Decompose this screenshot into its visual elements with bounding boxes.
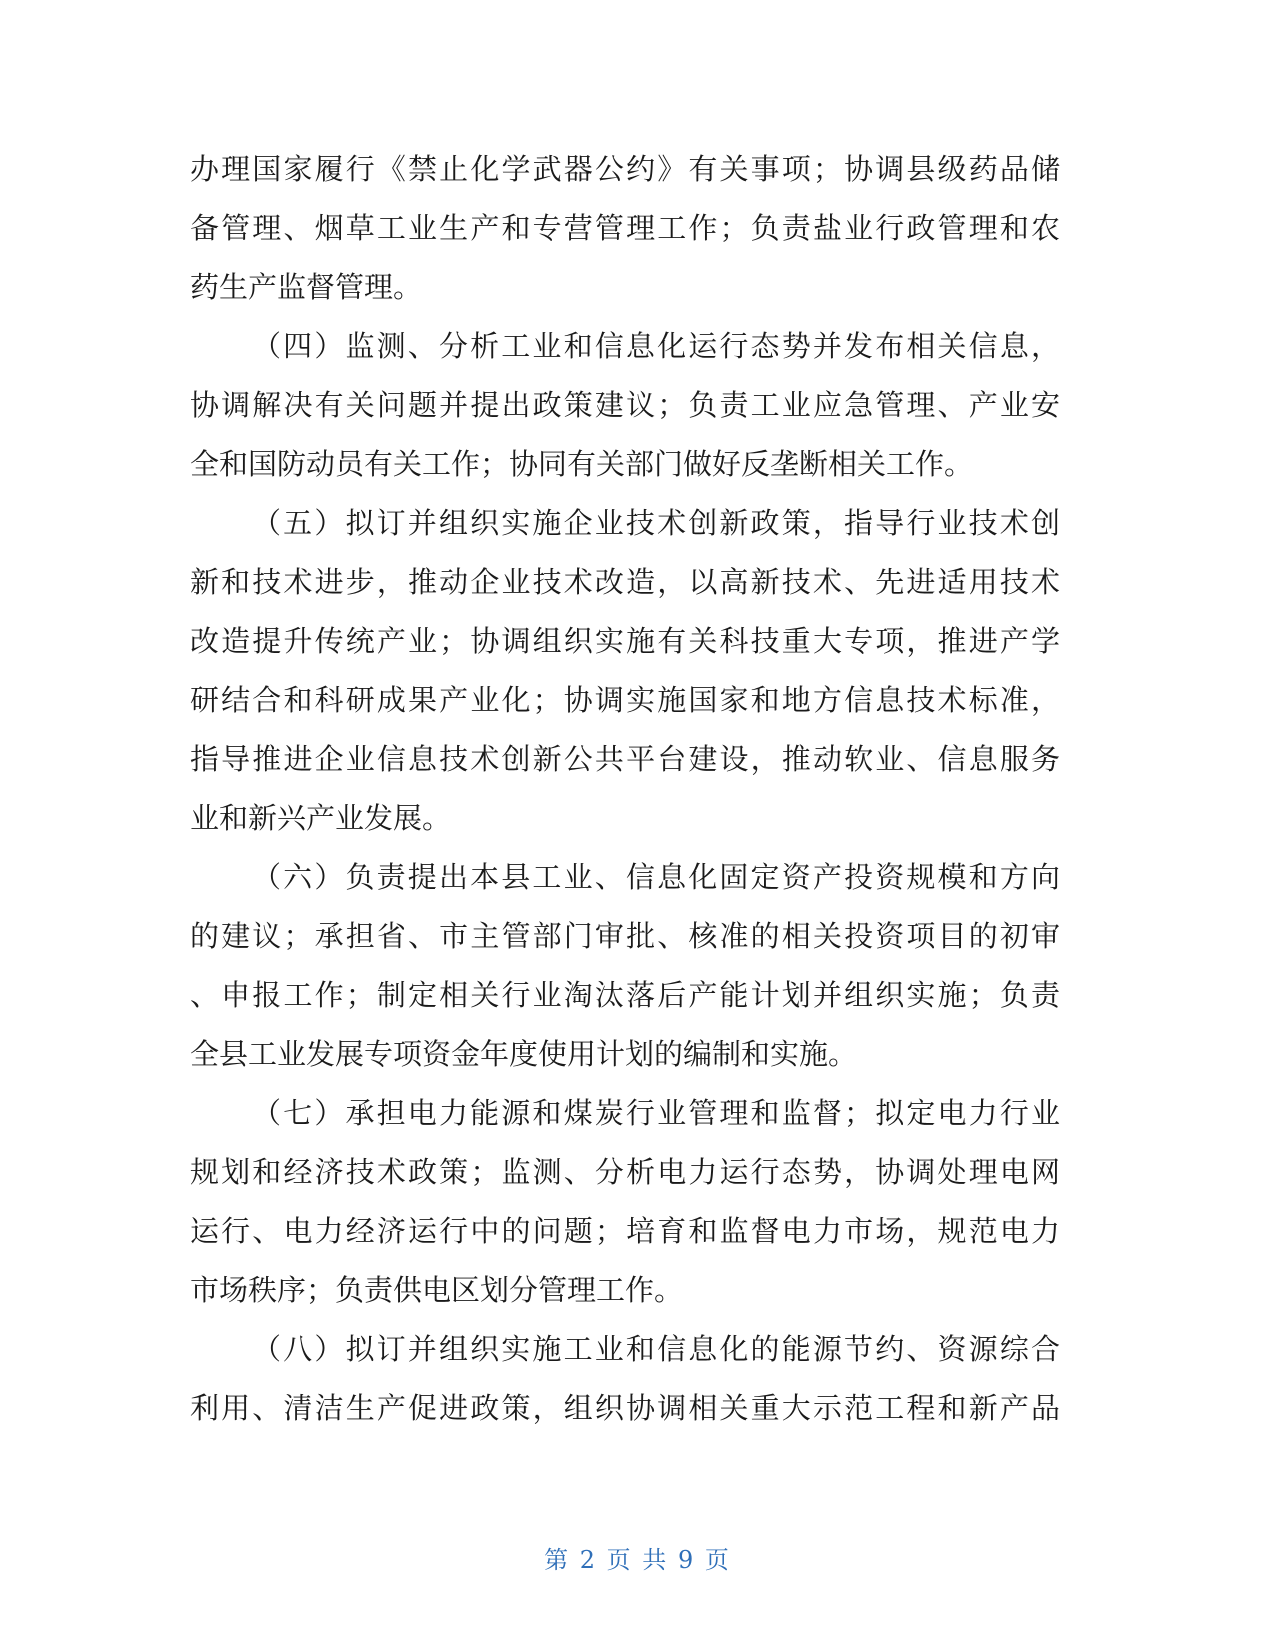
text-line: （五）拟订并组织实施企业技术创新政策，指导行业技术创 xyxy=(252,506,1060,540)
text-line: （八）拟订并组织实施工业和信息化的能源节约、资源综合 xyxy=(252,1332,1060,1366)
text-line: （四）监测、分析工业和信息化运行态势并发布相关信息， xyxy=(252,329,1060,363)
document-body xyxy=(190,140,1060,1438)
text-line: 规划和经济技术政策；监测、分析电力运行态势，协调处理电网 xyxy=(190,1155,1060,1189)
page-number-footer: 第 2 页 共 9 页 xyxy=(544,1546,731,1574)
text-line: 运行、电力经济运行中的问题；培育和监督电力市场，规范电力 xyxy=(190,1214,1060,1248)
text-line: 利用、清洁生产促进政策，组织协调相关重大示范工程和新产品 xyxy=(190,1391,1060,1425)
text-line: 全和国防动员有关工作；协同有关部门做好反垄断相关工作。 xyxy=(190,447,974,481)
text-line: 办理国家履行《禁止化学武器公约》有关事项；协调县级药品储 xyxy=(190,152,1060,186)
text-line: （七）承担电力能源和煤炭行业管理和监督；拟定电力行业 xyxy=(252,1096,1060,1130)
text-line: 药生产监督管理。 xyxy=(190,270,423,304)
text-line: （六）负责提出本县工业、信息化固定资产投资规模和方向 xyxy=(252,860,1060,894)
text-line: 备管理、烟草工业生产和专营管理工作；负责盐业行政管理和农 xyxy=(190,211,1060,245)
text-line: 协调解决有关问题并提出政策建议；负责工业应急管理、产业安 xyxy=(190,388,1060,422)
text-line: 业和新兴产业发展。 xyxy=(190,801,452,835)
text-line: 研结合和科研成果产业化；协调实施国家和地方信息技术标准， xyxy=(190,683,1060,717)
text-line: 改造提升传统产业；协调组织实施有关科技重大专项，推进产学 xyxy=(190,624,1060,658)
text-line: 的建议；承担省、市主管部门审批、核准的相关投资项目的初审 xyxy=(190,919,1060,953)
text-line: 、申报工作；制定相关行业淘汰落后产能计划并组织实施；负责 xyxy=(190,978,1060,1012)
text-line: 市场秩序；负责供电区划分管理工作。 xyxy=(190,1273,684,1307)
text-line: 新和技术进步，推动企业技术改造，以高新技术、先进适用技术 xyxy=(190,565,1060,599)
text-line: 全县工业发展专项资金年度使用计划的编制和实施。 xyxy=(190,1037,858,1071)
text-line: 指导推进企业信息技术创新公共平台建设，推动软业、信息服务 xyxy=(190,742,1060,776)
